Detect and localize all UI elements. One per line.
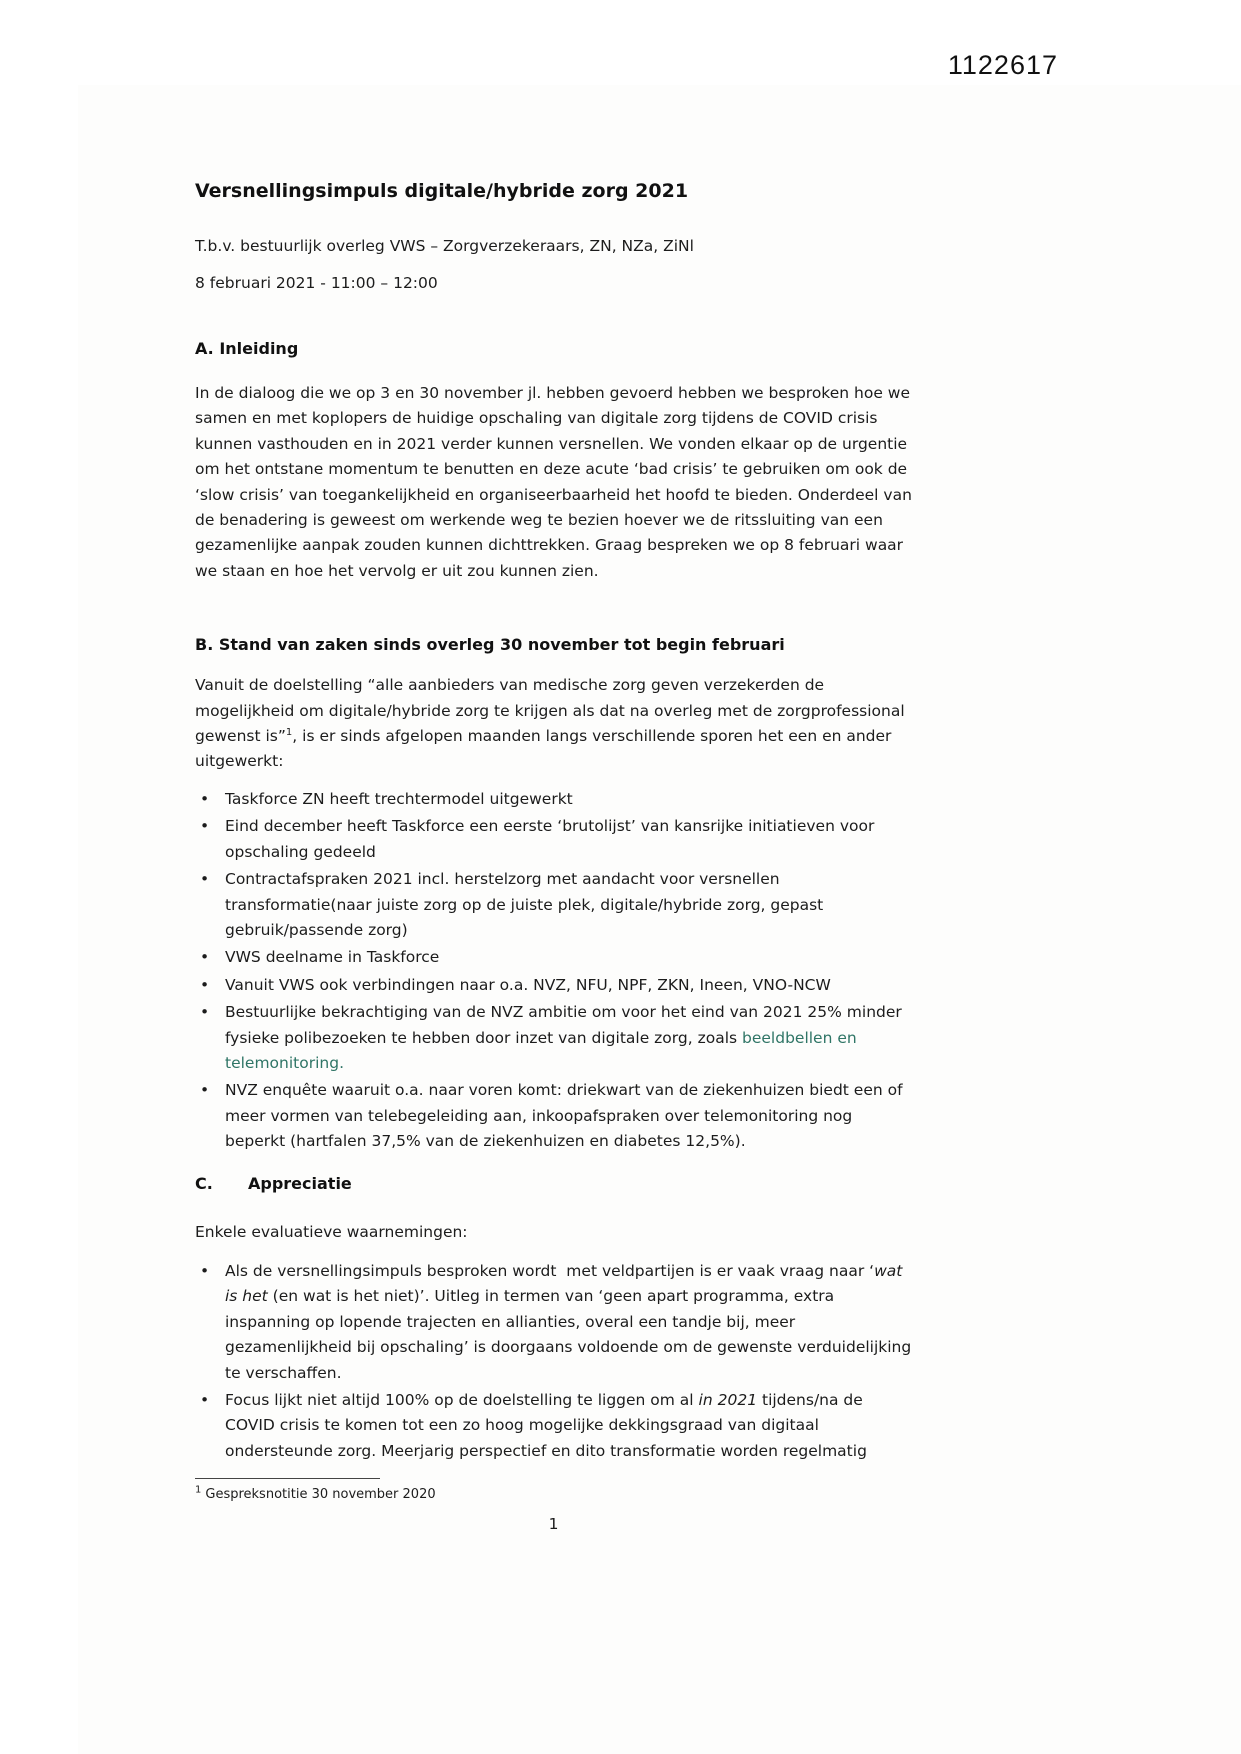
document-content [195, 0, 912, 1533]
bullet-text: Vanuit VWS ook verbindingen naar o.a. NVZ, NFU, NPF, ZKN, Ineen, VNO-NCW [225, 975, 831, 994]
list-item [195, 1000, 912, 1076]
bullet-text: NVZ enquête waaruit o.a. naar voren komt: driekwart van de ziekenhuizen biedt een of meer vormen van telebegeleiding aan, inkoopafspraken over telemonitoring nog beperkt (hartfalen 37,5% van de ziekenhuizen en diabetes 12,5%). [225, 1081, 903, 1151]
bullet-text: Bestuurlijke bekrachtiging van de NVZ ambitie om voor het eind van 2021 25% minder fysieke polibezoeken te hebben door inzet van digitale zorg, zoals [225, 1003, 902, 1047]
footnote-divider [195, 1478, 380, 1479]
bullet-text: Focus lijkt niet altijd 100% op de doelstelling te liggen om al [225, 1391, 699, 1409]
list-item [195, 973, 912, 998]
bullet-text: VWS deelname in Taskforce [225, 948, 440, 967]
section-c-bullet-list [195, 1259, 912, 1464]
document-datetime: 8 februari 2021 - 11:00 – 12:00 [195, 274, 438, 292]
bullet-text-highlight: beeldbellen en telemonitoring. [225, 1028, 857, 1072]
section-c-title: Appreciatie [248, 1173, 352, 1193]
section-b-heading: B. Stand van zaken sinds overleg 30 november tot begin februari [195, 635, 785, 655]
footnote [195, 1485, 912, 1505]
document-number: 1122617 [947, 50, 1058, 80]
list-item [195, 1259, 912, 1386]
footnote-reference: 1 [285, 726, 293, 738]
section-b-intro [195, 673, 912, 775]
section-b-intro-text-after: , is er sinds afgelopen maanden langs verschillende sporen het een en ander uitgewerkt: [195, 727, 892, 771]
bullet-text: Eind december heeft Taskforce een eerste ‘brutolijst’ van kansrijke initiatieven voor opschaling gedeeld [225, 817, 875, 861]
list-item [195, 1388, 912, 1464]
bullet-text: Als de versnellingsimpuls besproken wordt met veldpartijen is er vaak vraag naar ‘ [225, 1261, 875, 1280]
section-c-letter: C. [195, 1173, 213, 1193]
section-c-intro: Enkele evaluatieve waarnemingen: [195, 1222, 468, 1241]
bullet-text-italic: wat is het [225, 1261, 903, 1306]
bullet-text: tijdens/na de COVID crisis te komen tot een zo hoog mogelijke dekkingsgraad van digitaal ondersteunde zorg. Meerjarig perspectief en dito transformatie worden regelmatig [225, 1391, 867, 1460]
section-c-heading [195, 1171, 912, 1196]
section-a-heading: A. Inleiding [195, 339, 299, 358]
list-item [195, 814, 912, 865]
section-b-intro-text: Vanuit de doelstelling “alle aanbieders van medische zorg geven verzekerden de mogelijkheid om digitale/hybride zorg te krijgen als dat na overleg met de zorgprofessional gewenst is” [195, 676, 905, 746]
footnote-marker: 1 [195, 1484, 202, 1496]
list-item [195, 787, 912, 812]
page-number: 1 [548, 1515, 559, 1534]
section-b-bullet-list [195, 787, 912, 1155]
list-item [195, 1078, 912, 1154]
bullet-text: Contractafspraken 2021 incl. herstelzorg met aandacht voor versnellen transformatie(naar juiste zorg op de juiste plek, digitale/hybride zorg, gepast gebruik/passende zorg) [225, 870, 824, 939]
page-title: Versnellingsimpuls digitale/hybride zorg 2021 [195, 180, 689, 202]
bullet-text: Taskforce ZN heeft trechtermodel uitgewerkt [225, 789, 573, 808]
footnote-text: Gespreksnotitie 30 november 2020 [205, 1487, 436, 1503]
bullet-text: (en wat is het niet)’. Uitleg in termen van ‘geen apart programma, extra inspanning op lopende trajecten en allianties, overal een tandje bij, meer gezamenlijkheid bij opschaling’ is doorgaans voldoende om de gewenste verduidelijking te verschaffen. [225, 1287, 912, 1382]
bullet-text-italic: in 2021 [698, 1391, 758, 1409]
list-item [195, 945, 912, 970]
document-subtitle: T.b.v. bestuurlijk overleg VWS – Zorgverzekeraars, ZN, NZa, ZiNl [195, 237, 694, 255]
list-item [195, 867, 912, 943]
section-a-paragraph: In de dialoog die we op 3 en 30 november jl. hebben gevoerd hebben we besproken hoe we samen en met koplopers de huidige opschaling van digitale zorg tijdens de COVID crisis kunnen vasthouden en in 2021 verder kunnen versnellen. We vonden elkaar op de urgentie om het ontstane momentum te benutten en deze acute ‘bad crisis’ te gebruiken om ook de ‘slow crisis’ van toegankelijkheid en organiseerbaarheid het hoofd te bieden. Onderdeel van de benadering is geweest om werkende weg te bezien hoever we de ritssluiting van een gezamenlijke aanpak zouden kunnen dichttrekken. Graag bespreken we op 8 februari waar we staan en hoe het vervolg er uit zou kunnen zien. [195, 384, 912, 580]
